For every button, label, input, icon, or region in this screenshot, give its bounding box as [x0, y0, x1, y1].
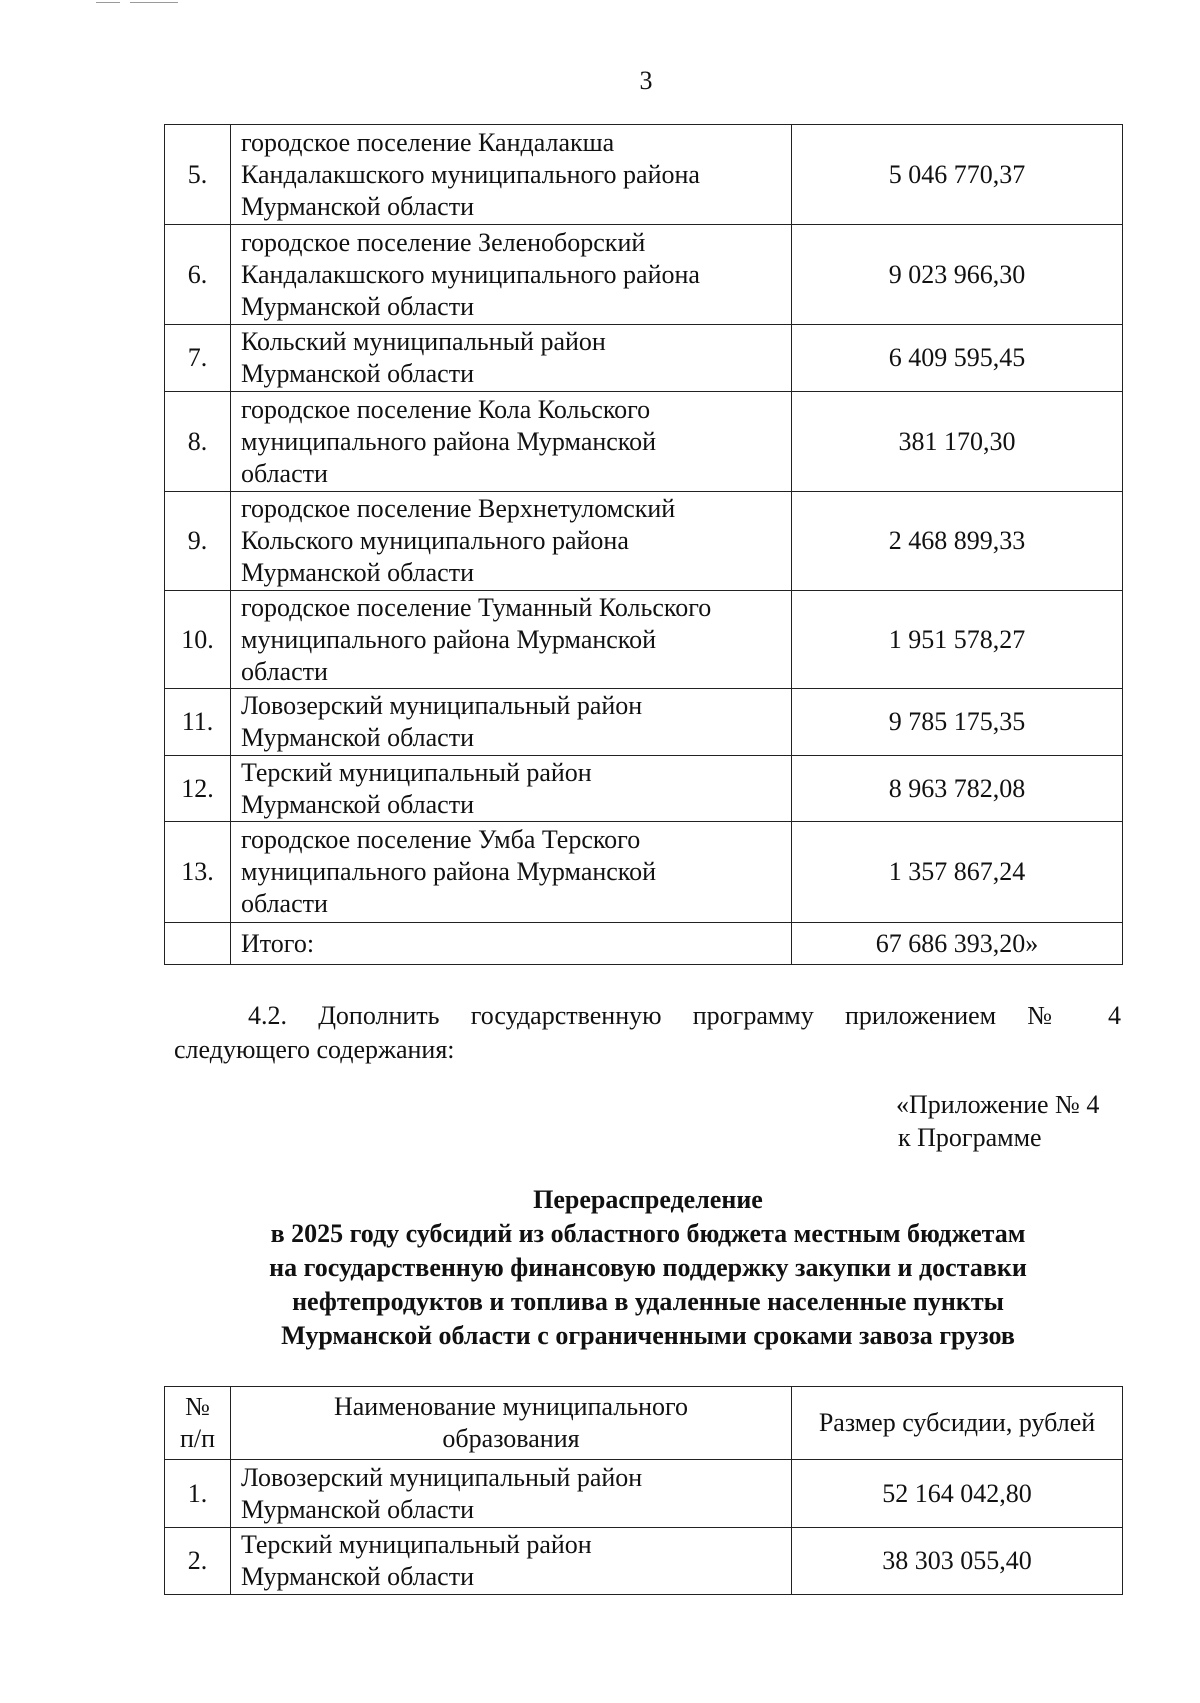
row-number: 10.: [165, 591, 231, 689]
subsidy-amount: 52 164 042,80: [792, 1460, 1123, 1528]
municipality-name: Терский муниципальный район Мурманской области: [231, 1528, 792, 1595]
scan-artifact-line: [96, 2, 120, 3]
row-number: 7.: [165, 325, 231, 392]
table-row: [165, 756, 1123, 822]
municipality-name: городское поселение Зеленоборский Кандалакшского муниципального района Мурманской области: [231, 225, 792, 325]
row-number: 6.: [165, 225, 231, 325]
table-row: [165, 591, 1123, 689]
municipality-name: Кольский муниципальный район Мурманской области: [231, 325, 792, 392]
heading-line: Мурманской области с ограниченными сроками завоза грузов: [281, 1321, 1015, 1350]
total-amount: 67 686 393,20»: [792, 923, 1123, 965]
subsidy-amount: 381 170,30: [792, 392, 1123, 492]
heading-line: на государственную финансовую поддержку закупки и доставки: [269, 1253, 1027, 1282]
subsidy-amount: 9 023 966,30: [792, 225, 1123, 325]
header-municipality: Наименование муниципального образования: [231, 1387, 792, 1460]
table-row: [165, 492, 1123, 591]
municipality-name: городское поселение Умба Терского муниципального района Мурманской области: [231, 822, 792, 923]
subsidy-amount: 38 303 055,40: [792, 1528, 1123, 1595]
row-number-empty: [165, 923, 231, 965]
table-row: [165, 225, 1123, 325]
row-number: 8.: [165, 392, 231, 492]
subsidy-amount: 9 785 175,35: [792, 689, 1123, 756]
row-number: 12.: [165, 756, 231, 822]
table-row: [165, 689, 1123, 756]
row-number: 5.: [165, 125, 231, 225]
heading-line: Перераспределение: [533, 1185, 763, 1214]
row-number: 9.: [165, 492, 231, 591]
paragraph-line: следующего содержания:: [174, 1035, 455, 1064]
table-header-row: [165, 1387, 1123, 1460]
heading-line: в 2025 году субсидий из областного бюджета местным бюджетам: [270, 1219, 1026, 1248]
municipality-name: городское поселение Кандалакша Кандалакшского муниципального района Мурманской области: [231, 125, 792, 225]
table-row: [165, 1528, 1123, 1595]
subsidy-amount: 1 951 578,27: [792, 591, 1123, 689]
header-amount: Размер субсидии, рублей: [792, 1387, 1123, 1460]
subsidy-amount: 2 468 899,33: [792, 492, 1123, 591]
row-number: 13.: [165, 822, 231, 923]
allocation-table: [164, 124, 1123, 965]
table-row: [165, 125, 1123, 225]
subsidy-amount: 6 409 595,45: [792, 325, 1123, 392]
table-row: [165, 822, 1123, 923]
row-number: 2.: [165, 1528, 231, 1595]
page-number: 3: [639, 66, 653, 95]
subsidy-amount: 5 046 770,37: [792, 125, 1123, 225]
total-row: [165, 923, 1123, 965]
row-number: 11.: [165, 689, 231, 756]
municipality-name: Терский муниципальный район Мурманской области: [231, 756, 792, 822]
row-number: 1.: [165, 1460, 231, 1528]
municipality-name: городское поселение Туманный Кольского муниципального района Мурманской области: [231, 591, 792, 689]
table-row: [165, 1460, 1123, 1528]
municipality-name: городское поселение Верхнетуломский Кольского муниципального района Мурманской области: [231, 492, 792, 591]
heading-line: нефтепродуктов и топлива в удаленные населенные пункты: [292, 1287, 1004, 1316]
appendix-line: к Программе: [898, 1123, 1042, 1152]
paragraph-4-2: [174, 999, 1121, 1067]
municipality-name: городское поселение Кола Кольского муниципального района Мурманской области: [231, 392, 792, 492]
subsidy-amount: 1 357 867,24: [792, 822, 1123, 923]
section-heading: [175, 1183, 1121, 1353]
municipality-name: Ловозерский муниципальный район Мурманской области: [231, 689, 792, 756]
appendix-line: «Приложение № 4: [896, 1090, 1100, 1119]
subsidy-amount: 8 963 782,08: [792, 756, 1123, 822]
table-row: [165, 392, 1123, 492]
paragraph-line: 4.2. Дополнить государственную программу приложением № 4: [248, 1001, 1121, 1030]
redistribution-table: [164, 1386, 1123, 1595]
table-row: [165, 325, 1123, 392]
municipality-name: Ловозерский муниципальный район Мурманской области: [231, 1460, 792, 1528]
total-label: Итого:: [231, 923, 792, 965]
scan-artifact-line: [130, 2, 178, 3]
appendix-reference: [896, 1088, 1099, 1154]
header-number: № п/п: [165, 1387, 231, 1460]
